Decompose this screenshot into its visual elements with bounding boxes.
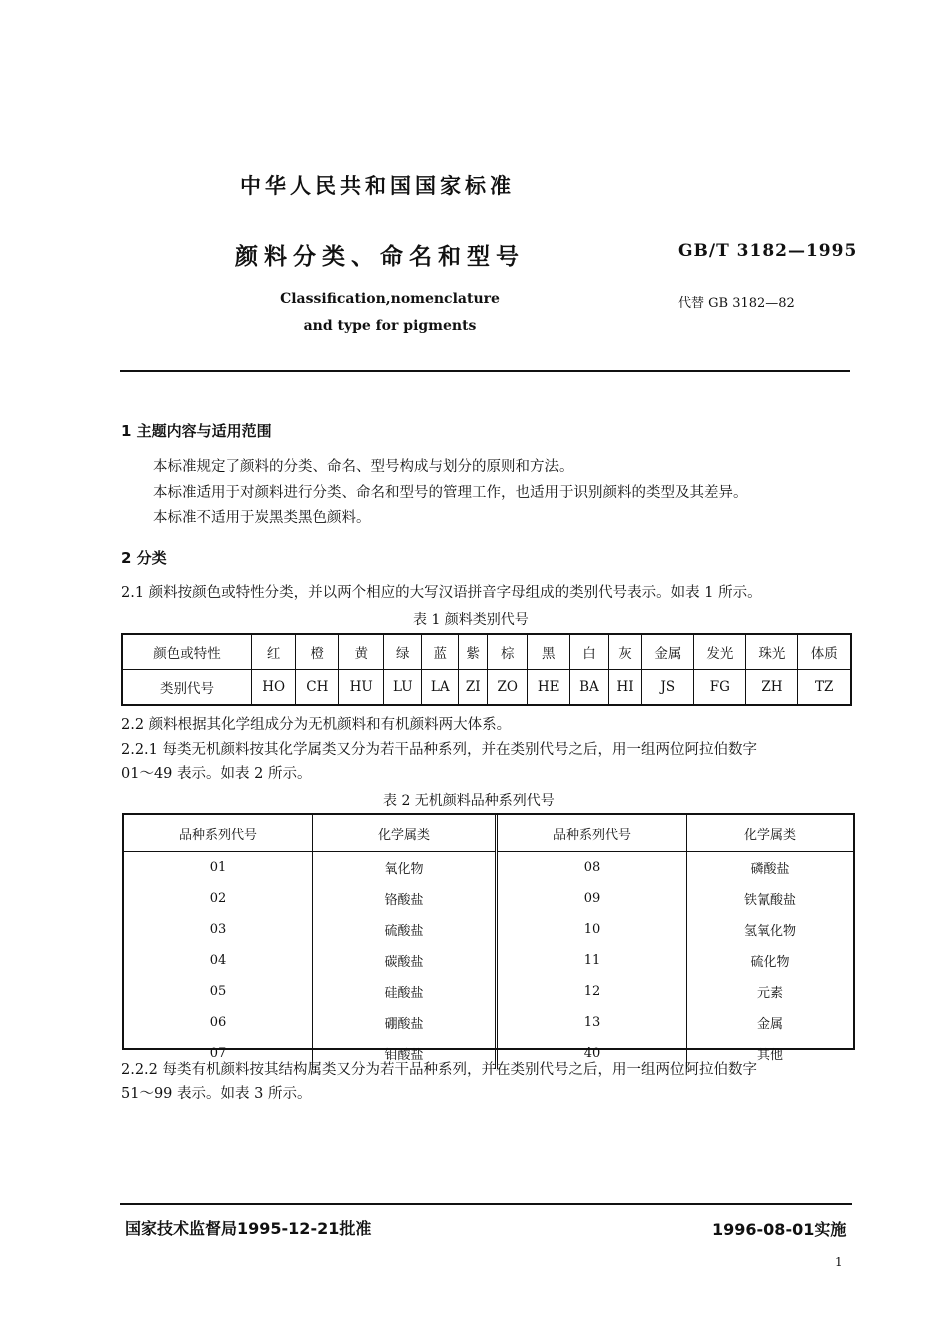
table-2-header-cell: 品种系列代号 [497, 815, 687, 852]
table-1-cell: HO [252, 670, 296, 706]
table-2-cell: 其他 [687, 1038, 854, 1069]
table-1-cell: 灰 [608, 634, 642, 670]
table-2-cell: 氧化物 [313, 852, 497, 884]
clause-2-2-1-line1: 2.2.1 每类无机颜料按其化学属类又分为若干品种系列，并在类别代号之后，用一组两位阿拉伯数字 [121, 742, 757, 758]
english-title-line1: Classification,nomenclature [280, 291, 500, 307]
table-2-cell: 11 [497, 945, 687, 976]
table-row [124, 945, 853, 976]
effective-date: 1996-08-01实施 [712, 1220, 847, 1239]
table-1-cell: HI [608, 670, 642, 706]
table-2-cell: 40 [497, 1038, 687, 1069]
table-row [124, 852, 853, 884]
english-title [270, 286, 510, 340]
table-1-cell: CH [296, 670, 339, 706]
table-1-cell: ZO [488, 670, 528, 706]
replaces-note: 代替 GB 3182—82 [678, 296, 795, 311]
table-1-cell: 白 [570, 634, 608, 670]
table-1-cell: LU [384, 670, 422, 706]
section-1-paragraph-3: 本标准不适用于炭黑类黑色颜料。 [153, 510, 371, 526]
table-1-color-row [122, 634, 851, 670]
standard-code: GB/T 3182—1995 [678, 241, 858, 261]
table-2-cell: 元素 [687, 976, 854, 1007]
table-1-caption: 表 1 颜料类别代号 [413, 612, 529, 628]
table-1-cell: 蓝 [422, 634, 459, 670]
pigment-category-table [121, 633, 852, 706]
table-1-cell: 绿 [384, 634, 422, 670]
table-2-header-cell: 化学属类 [687, 815, 854, 852]
table-row [124, 976, 853, 1007]
table-2-cell: 铁氰酸盐 [687, 883, 854, 914]
table-2-cell: 氢氧化物 [687, 914, 854, 945]
table-row [124, 1007, 853, 1038]
clause-2-1: 2.1 颜料按颜色或特性分类，并以两个相应的大写汉语拼音字母组成的类别代号表示。如表 1 所示。 [121, 585, 762, 601]
table-row [124, 914, 853, 945]
table-2-header-row [124, 815, 853, 852]
table-2-cell: 02 [209, 891, 227, 906]
table-1-cell: 金属 [642, 634, 694, 670]
table-1-cell: ZI [459, 670, 488, 706]
footer-divider [120, 1203, 852, 1205]
table-1-cell: 紫 [459, 634, 488, 670]
table-2-cell: 04 [209, 953, 227, 968]
table-1-cell: 橙 [296, 634, 339, 670]
section-2-heading: 2 分类 [121, 549, 167, 567]
table-1-cell: HU [339, 670, 384, 706]
table-2-cell: 12 [497, 976, 687, 1007]
table-2-cell: 硼酸盐 [313, 1007, 497, 1038]
table-2-cell: 硫化物 [687, 945, 854, 976]
document-title: 颜料分类、命名和型号 [235, 244, 525, 270]
table-2-cell: 08 [497, 852, 687, 884]
table-2-cell: 10 [497, 914, 687, 945]
table-1-cell: HE [528, 670, 570, 706]
table-1-cell: 珠光 [746, 634, 798, 670]
clause-2-2: 2.2 颜料根据其化学组成分为无机颜料和有机颜料两大体系。 [121, 717, 512, 733]
clause-2-2-2-line1: 2.2.2 每类有机颜料按其结构属类又分为若干品种系列，并在类别代号之后，用一组两位阿拉伯数字 [121, 1062, 757, 1078]
table-2-cell: 13 [497, 1007, 687, 1038]
table-1-row-label: 颜色或特性 [122, 634, 252, 670]
table-1-cell: 红 [252, 634, 296, 670]
header-divider [120, 370, 850, 372]
table-1-cell: JS [642, 670, 694, 706]
table-row [124, 883, 853, 914]
english-title-line2: and type for pigments [303, 318, 477, 334]
national-standard-heading: 中华人民共和国国家标准 [240, 174, 515, 198]
section-1-heading: 1 主题内容与适用范围 [121, 422, 272, 440]
table-1-code-row [122, 670, 851, 706]
table-2-grid [124, 815, 853, 1069]
table-2-cell: 硫酸盐 [313, 914, 497, 945]
table-2-cell: 07 [209, 1046, 227, 1061]
table-2-cell: 铬酸盐 [313, 883, 497, 914]
clause-2-2-1-line2: 01～49 表示。如表 2 所示。 [121, 766, 312, 782]
section-1-paragraph-1: 本标准规定了颜料的分类、命名、型号构成与划分的原则和方法。 [153, 459, 574, 475]
table-1-cell: 体质 [798, 634, 851, 670]
table-2-header-cell: 化学属类 [313, 815, 497, 852]
section-1-paragraph-2: 本标准适用于对颜料进行分类、命名和型号的管理工作，也适用于识别颜料的类型及其差异。 [153, 485, 748, 501]
table-2-caption: 表 2 无机颜料品种系列代号 [383, 793, 555, 809]
clause-2-2-2-line2: 51～99 表示。如表 3 所示。 [121, 1086, 312, 1102]
table-2-cell: 钼酸盐 [313, 1038, 497, 1069]
approval-statement: 国家技术监督局1995-12-21批准 [125, 1219, 372, 1238]
table-2-cell: 05 [209, 984, 227, 999]
table-2-cell: 磷酸盐 [687, 852, 854, 884]
table-2-cell: 09 [497, 883, 687, 914]
table-2-cell: 碳酸盐 [313, 945, 497, 976]
table-1-cell: LA [422, 670, 459, 706]
table-1-cell: 发光 [694, 634, 746, 670]
page-number: 1 [835, 1255, 843, 1269]
table-2-header-cell: 品种系列代号 [124, 815, 313, 852]
table-1-cell: ZH [746, 670, 798, 706]
inorganic-pigment-table [122, 813, 855, 1063]
table-1-cell: 棕 [488, 634, 528, 670]
table-2-cell: 03 [209, 922, 227, 937]
table-2-cell: 金属 [687, 1007, 854, 1038]
table-1-cell: 黄 [339, 634, 384, 670]
table-1-row-label: 类别代号 [122, 670, 252, 706]
table-1-cell: FG [694, 670, 746, 706]
table-2-cell: 硅酸盐 [313, 976, 497, 1007]
table-1-cell: BA [570, 670, 608, 706]
table-1-cell: 黑 [528, 634, 570, 670]
table-2-cell: 06 [209, 1015, 227, 1030]
table-2-cell: 01 [209, 860, 227, 875]
table-1-cell: TZ [798, 670, 851, 706]
